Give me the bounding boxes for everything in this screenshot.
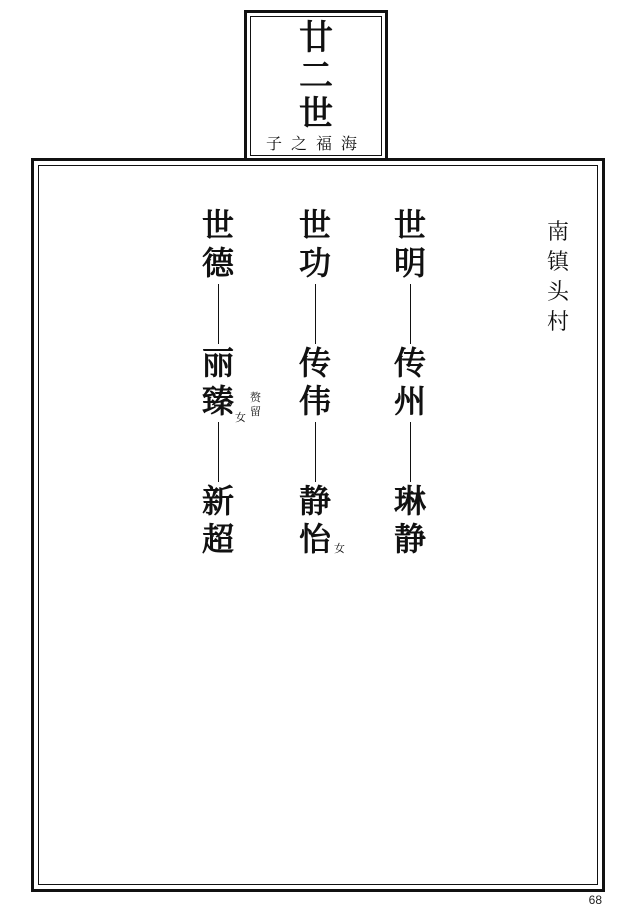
lineage-2-gen2-char-1: 传 bbox=[298, 344, 331, 382]
village-char-4: 村 bbox=[546, 310, 569, 335]
lineage-1-gen1-char-1: 世 bbox=[393, 206, 426, 244]
lineage-2-connector-2 bbox=[315, 422, 316, 482]
lineage-2-gen2-char-2: 伟 bbox=[298, 382, 331, 420]
lineage-1-gen3-char-1: 琳 bbox=[393, 482, 426, 520]
lineage-1-gen2-char-2: 州 bbox=[393, 382, 426, 420]
lineage-2-gen1-char-1: 世 bbox=[298, 206, 331, 244]
generation-subtitle: 子之福海 bbox=[265, 134, 366, 153]
lineage-1-gen1-char-2: 明 bbox=[393, 244, 426, 282]
lineage-1-gen3-char-2: 静 bbox=[393, 520, 426, 558]
lineage-2-gen3-note: 女 bbox=[334, 542, 345, 555]
village-char-1: 南 bbox=[546, 220, 569, 245]
lineage-2-gen3-char-2: 怡 bbox=[298, 520, 331, 558]
lineage-3-gen1-char-1: 世 bbox=[201, 206, 234, 244]
generation-tab bbox=[244, 10, 388, 162]
lineage-2-gen3-char-1: 静 bbox=[298, 482, 331, 520]
lineage-3-gen3-char-2: 超 bbox=[201, 520, 234, 558]
lineage-3-gen2-char-2: 臻 bbox=[201, 382, 234, 420]
page-number: 68 bbox=[588, 893, 602, 907]
lineage-1-connector-1 bbox=[410, 284, 411, 344]
village-char-3: 头 bbox=[546, 280, 569, 305]
generation-title-char-1: 廿 bbox=[299, 18, 333, 58]
lineage-3-connector-2 bbox=[218, 422, 219, 482]
lineage-3-gen2-note2-char-1: 赘 bbox=[250, 391, 261, 404]
lineage-2-gen1-char-2: 功 bbox=[298, 244, 331, 282]
lineage-3-gen2-note2-char-2: 留 bbox=[250, 405, 261, 418]
lineage-3-gen1-char-2: 德 bbox=[201, 244, 234, 282]
generation-title-char-2: 二 bbox=[299, 56, 333, 96]
generation-title-char-3: 世 bbox=[299, 94, 333, 134]
lineage-3-gen3-char-1: 新 bbox=[201, 482, 234, 520]
lineage-1-connector-2 bbox=[410, 422, 411, 482]
lineage-3-gen2-note: 女 bbox=[235, 411, 246, 424]
lineage-3-gen2-char-1: 丽 bbox=[201, 344, 234, 382]
lineage-1-gen2-char-1: 传 bbox=[393, 344, 426, 382]
lineage-3-connector-1 bbox=[218, 284, 219, 344]
village-name bbox=[540, 218, 576, 338]
village-char-2: 镇 bbox=[546, 250, 569, 275]
lineage-2-connector-1 bbox=[315, 284, 316, 344]
